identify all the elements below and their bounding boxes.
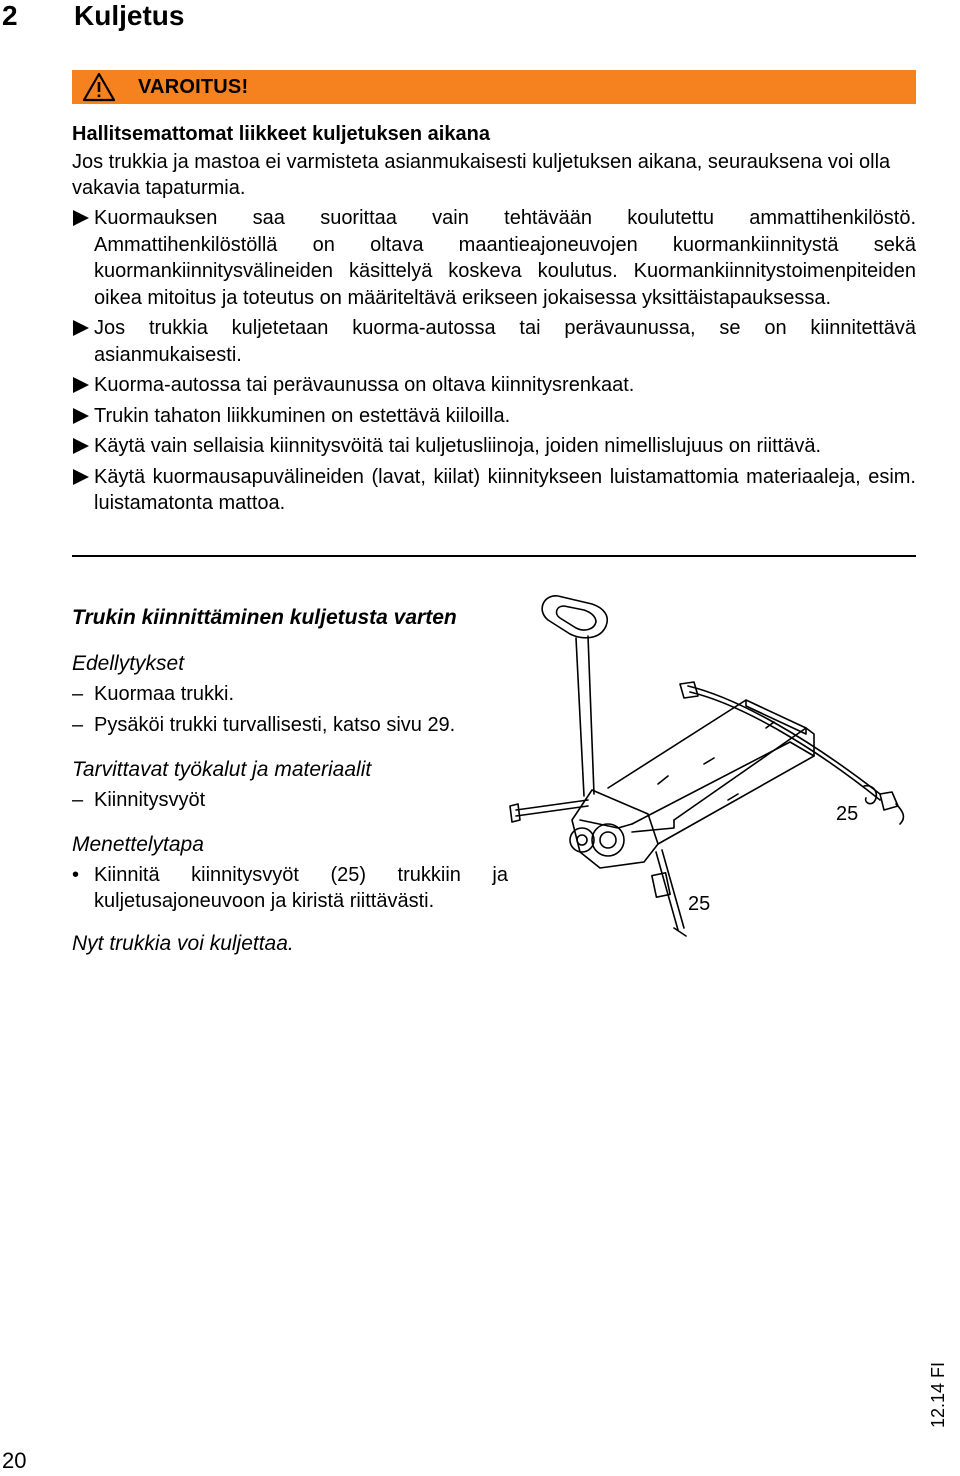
- warning-content: [72, 121, 916, 521]
- page-number: 20: [2, 1448, 27, 1473]
- warning-list: [72, 205, 916, 517]
- warning-heading: Hallitsemattomat liikkeet kuljetuksen aikana: [72, 123, 490, 145]
- instruction-column: [72, 604, 508, 958]
- figure-label-strap-lower: 25: [688, 893, 711, 915]
- arrow-bullet-icon: [73, 408, 89, 424]
- arrow-bullet-icon: [73, 320, 89, 336]
- chapter-title: Kuljetus: [74, 0, 185, 31]
- prerequisite-item: – Pysäköi trukki turvallisesti, katso sivu 29.: [72, 714, 456, 736]
- warning-item: Käytä kuormausapuvälineiden (lavat, kiilat) kiinnitykseen luistamattomia materiaaleja, esim. luistamatonta mattoa.: [72, 464, 916, 517]
- warning-item: Kuormauksen saa suorittaa vain tehtävään koulutettu ammattihenkilöstö. Ammattihenkilöstöllä on oltava maantieajoneuvojen kuormankiinnitystä sekä kuormankiinnitysvälineiden käsittelyä koskeva koulutus. Kuormankiinnitystoimenpiteiden oikea mitoitus ja toteutus on määriteltävä erikseen jokaisessa yksittäistapauksessa.: [72, 205, 916, 311]
- pallet-truck-strapping-illustration: [508, 588, 918, 948]
- chapter-number: 2: [2, 0, 18, 31]
- section-title: Trukin kiinnittäminen kuljetusta varten: [72, 606, 457, 629]
- tools-heading: Tarvittavat työkalut ja materiaalit: [72, 758, 372, 781]
- arrow-bullet-icon: [73, 469, 89, 485]
- figure-label-strap-upper: 25: [836, 803, 859, 825]
- warning-intro: Jos trukkia ja mastoa ei varmisteta asianmukaisesti kuljetuksen aikana, seurauksena voi olla vakavia tapaturmia.: [72, 151, 891, 199]
- warning-label: VAROITUS!: [138, 75, 249, 98]
- warning-item: Jos trukkia kuljetetaan kuorma-autossa tai perävaunussa, se on kiinnitettävä asianmukaisesti.: [72, 315, 916, 368]
- warning-item: Käytä vain sellaisia kiinnitysvöitä tai kuljetusliinoja, joiden nimellislujuus on riittävä.: [72, 433, 916, 460]
- arrow-bullet-icon: [73, 377, 89, 393]
- chapter-heading: [0, 0, 184, 32]
- document-code: 12.14 FI: [928, 1361, 948, 1428]
- warning-item: Trukin tahaton liikkuminen on estettävä kiiloilla.: [72, 403, 916, 430]
- prerequisites-heading: Edellytykset: [72, 652, 185, 675]
- procedure-heading: Menettelytapa: [72, 833, 204, 856]
- warning-item: Kuorma-autossa tai perävaunussa on oltava kiinnitysrenkaat.: [72, 372, 916, 399]
- warning-banner: [72, 70, 916, 104]
- warning-end-rule: [72, 555, 916, 557]
- arrow-bullet-icon: [73, 438, 89, 454]
- warning-triangle-icon: [82, 72, 116, 102]
- tool-item: – Kiinnitysvyöt: [72, 789, 206, 811]
- procedure-step: • Kiinnitä kiinnitysvyöt (25) trukkiin ja kuljetusajoneuvoon ja kiristä riittävästi.: [72, 864, 508, 912]
- result-text: Nyt trukkia voi kuljettaa.: [72, 932, 294, 955]
- arrow-bullet-icon: [73, 210, 89, 226]
- prerequisite-item: – Kuormaa trukki.: [72, 683, 235, 705]
